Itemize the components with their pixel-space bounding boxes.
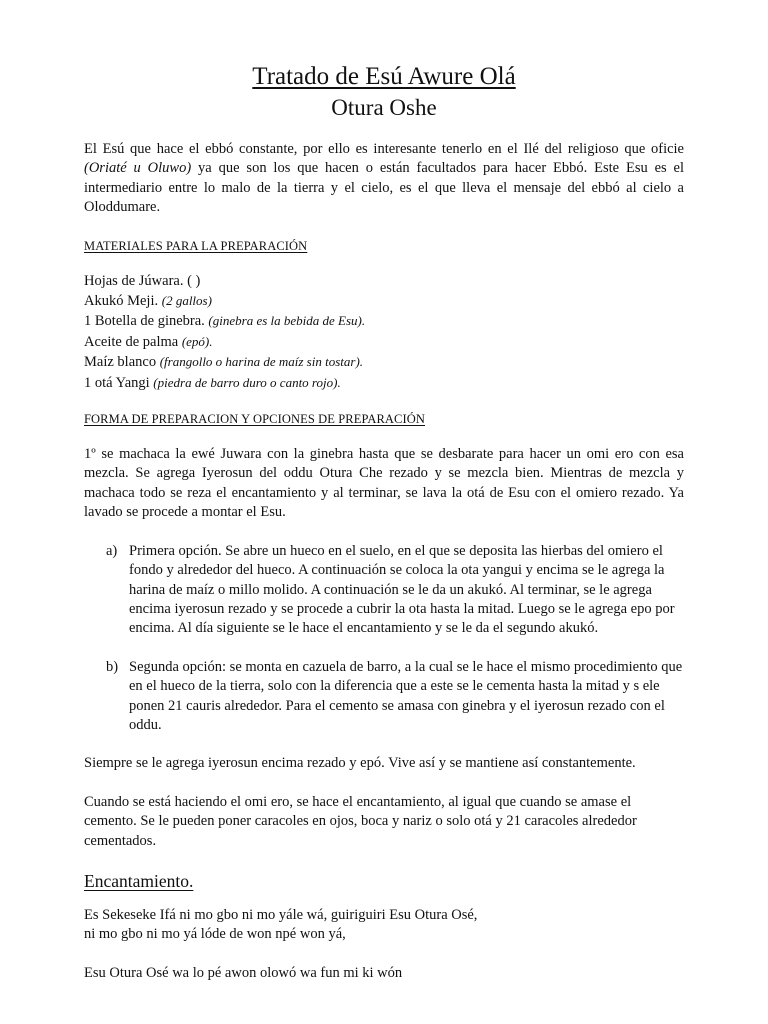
material-item [84, 272, 684, 291]
incantation-line-3: Esu Otura Osé wa lo pé awon olowó wa fun mi ki wón [84, 964, 403, 981]
materials-list [84, 272, 684, 393]
material-item [84, 352, 684, 372]
material-item [84, 311, 684, 331]
intro-italic: (Oriaté u Oluwo) [84, 160, 192, 177]
material-text: Maíz blanco [84, 354, 160, 371]
incantation-line: Es Sekeseke Ifá ni mo gbo ni mo yále wá, guiriguiri Esu Otura Osé, [84, 906, 478, 923]
material-item [84, 291, 684, 311]
always-paragraph: Siempre se le agrega iyerosun encima rezado y epó. Vive así y se mantiene así constantemente. [84, 755, 636, 772]
when-paragraph: Cuando se está haciendo el omi ero, se hace el encantamiento, al igual que cuando se amase el cemento. Se le pueden poner caracoles en ojos, boca y nariz o solo otá y 21 caracoles alrededor cementados. [84, 793, 637, 849]
step-one-paragraph: 1º se machaca la ewé Juwara con la ginebra hasta que se desbarate para hacer un omi ero con esa mezcla. Se agrega Iyerosun del oddu Otura Che rezado y se mezcla bien. Mientras de mezcla y machaca todo se reza el encantamiento y al terminar, se lava la otá de Esu con el omiero rezado. Ya lavado se procede a montar el Esu. [84, 446, 684, 521]
option-marker: b) [106, 658, 119, 675]
material-note: (frangollo o harina de maíz sin tostar). [159, 354, 364, 370]
materials-heading: MATERIALES PARA LA PREPARACIÓN [84, 238, 308, 253]
option-text: Primera opción. Se abre un hueco en el suelo, en el que se deposita las hierbas del omiero el fondo y alrededor del hueco. A continuación se coloca la ota yangui y encima se le agrega la harina de maíz o millo molido. A continuación se le da un akukó. Al terminar, se le agrega encima iyerosun rezado y se procede a cubrir la ota hasta la mitad. Luego se le agrega epo por encima. Al día siguiente se le hace el encantamiento y se le da el segundo akukó. [129, 542, 675, 637]
material-note: (epó). [181, 333, 213, 349]
option-text: Segunda opción: se monta en cazuela de barro, a la cual se le hace el mismo procedimiento que en el hueco de la tierra, solo con la diferencia que a este se le cementa hasta la mitad y s ele ponen 21 cauris alrededor. Para el cemento se amasa con ginebra y el iyerosun rezado con el oddu. [129, 658, 683, 733]
intro-text-2: ya que son los que hacen o están facultados para hacer Ebbó. Este Esu es el intermediario entre lo malo de la tierra y el cielo, es el que lleva el mensaje del ebbó al cielo a Oloddumare. [84, 160, 685, 216]
document-subtitle: Otura Oshe [331, 95, 437, 120]
material-note: ( ) [187, 272, 201, 289]
document-title: Tratado de Esú Awure Olá [252, 63, 516, 90]
material-text: 1 otá Yangi [84, 374, 154, 391]
preparation-heading: FORMA DE PREPARACION Y OPCIONES DE PREPARACIÓN [84, 412, 426, 427]
material-text: Aceite de palma [84, 333, 182, 350]
material-text: Hojas de Júwara. [84, 272, 188, 289]
option-marker: a) [106, 542, 118, 559]
options-list [84, 542, 684, 736]
material-text: 1 Botella de ginebra. [84, 313, 209, 330]
material-note: (piedra de barro duro o canto rojo). [153, 374, 341, 390]
incantation-heading: Encantamiento. [84, 870, 194, 891]
material-item [84, 373, 684, 393]
incantation-stanza [84, 906, 684, 945]
material-note: (ginebra es la bebida de Esu). [208, 313, 366, 329]
material-text: Akukó Meji. [84, 293, 162, 310]
intro-text-1: El Esú que hace el ebbó constante, por ello es interesante tenerlo en el Ilé del religioso que oficie [84, 141, 684, 157]
material-note: (2 gallos) [161, 293, 212, 309]
option-item [84, 542, 684, 639]
intro-paragraph [84, 140, 684, 218]
option-item [84, 658, 684, 736]
material-item [84, 332, 684, 352]
incantation-line: ni mo gbo ni mo yá lóde de won npé won yá, [84, 926, 346, 943]
